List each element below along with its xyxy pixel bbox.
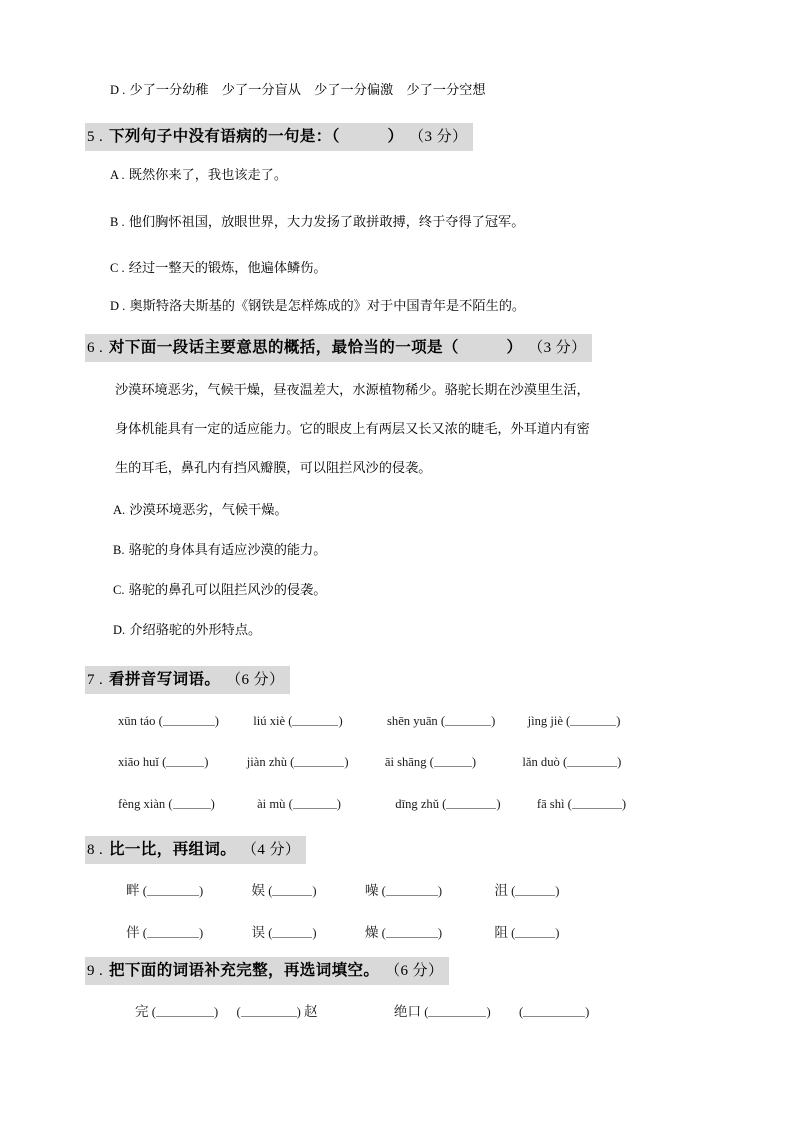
hanzi-char: 绝口	[393, 1004, 422, 1020]
q6-option-d	[113, 620, 261, 641]
zuci-item: 娱 ( )	[251, 883, 317, 899]
answer-blank[interactable]	[434, 755, 472, 767]
answer-blank[interactable]	[567, 755, 617, 767]
ciyu-item: 完 ( )	[135, 1004, 219, 1020]
question-title: 比一比，再组词。	[109, 840, 237, 858]
zuci-item: 畔 ( )	[126, 883, 204, 899]
answer-blank[interactable]	[163, 714, 215, 726]
q6-paragraph-line-2	[115, 420, 590, 440]
option-text: 沙漠环境恶劣，气候干燥。	[129, 503, 288, 518]
answer-blank[interactable]	[572, 797, 622, 809]
q9-row-1	[135, 1000, 589, 1020]
question-points: （6 分）	[226, 672, 285, 688]
q8-row-1	[126, 879, 560, 899]
q6-paragraph-line-3	[115, 459, 432, 479]
pinyin-item: liú xiè ( )	[253, 714, 343, 728]
ciyu-item: ( )	[518, 1005, 590, 1019]
answer-blank[interactable]	[173, 797, 211, 809]
q6-paragraph-line-1	[115, 381, 590, 401]
hanzi-char: 沮	[494, 883, 508, 899]
option-text: 骆驼的鼻孔可以阻拦风沙的侵袭。	[128, 583, 327, 598]
question-title: 把下面的词语补充完整，再选词填空。	[109, 961, 380, 979]
q6-option-b	[113, 540, 326, 561]
pinyin-text: xiāo huǐ	[118, 755, 159, 769]
zuci-item: 燥 ( )	[364, 925, 443, 941]
pinyin-text: fèng xiàn	[118, 797, 166, 811]
zuci-item: 阻 ( )	[494, 925, 560, 941]
paragraph-text: 沙漠环境恶劣，气候干燥，昼夜温差大，水源植物稀少。骆驼长期在沙漠里生活，	[115, 383, 590, 398]
ciyu-item: ( ) 赵	[236, 1004, 318, 1020]
answer-blank[interactable]	[386, 926, 438, 938]
question-title: 下列句子中没有语病的一句是：（ ）	[109, 127, 404, 145]
option-label: C.	[113, 583, 125, 597]
q5-option-d	[110, 296, 525, 317]
question-number: 6 .	[87, 340, 104, 356]
pinyin-text: jiàn zhù	[246, 755, 288, 769]
question-9-header	[85, 957, 449, 985]
pinyin-item: jiàn zhù ( )	[246, 755, 349, 769]
q5-option-a	[110, 165, 287, 186]
q5-option-b	[110, 212, 524, 233]
option-label: B.	[113, 543, 125, 557]
question-points: （4 分）	[242, 842, 301, 858]
zuci-item: 噪 ( )	[364, 883, 443, 899]
q5-option-c	[110, 258, 327, 279]
paragraph-text: 身体机能具有一定的适应能力。它的眼皮上有两层又长又浓的睫毛，外耳道内有密	[115, 422, 590, 437]
answer-blank[interactable]	[570, 714, 616, 726]
answer-blank[interactable]	[147, 884, 199, 896]
pinyin-text: dīng zhǔ	[395, 797, 440, 811]
option-text: 介绍骆驼的外形特点。	[129, 623, 262, 638]
answer-blank[interactable]	[515, 926, 555, 938]
question-5-header	[85, 123, 473, 151]
hanzi-char: 伴	[126, 925, 140, 941]
option-text: 奥斯特洛夫斯基的《钢铁是怎样炼成的》对于中国青年是不陌生的。	[129, 299, 526, 314]
question-points: （6 分）	[385, 963, 444, 979]
orphan-option-d	[110, 80, 486, 101]
question-number: 8 .	[87, 842, 104, 858]
answer-blank[interactable]	[523, 1005, 585, 1017]
question-title: 对下面一段话主要意思的概括，最恰当的一项是（ ）	[109, 338, 523, 356]
hanzi-char: 误	[251, 925, 266, 941]
option-label: B .	[110, 215, 125, 229]
hanzi-char: 阻	[494, 925, 508, 941]
pinyin-text: xūn táo	[118, 714, 156, 728]
q6-option-c	[113, 580, 326, 601]
option-label: D.	[113, 623, 126, 637]
ciyu-item: 绝口 ( )	[393, 1004, 491, 1020]
question-points: （3 分）	[528, 340, 587, 356]
answer-blank[interactable]	[428, 1005, 486, 1017]
pinyin-item: ài mù ( )	[257, 797, 341, 811]
answer-blank[interactable]	[292, 714, 338, 726]
pinyin-text: ài mù	[257, 797, 286, 811]
pinyin-item: fèng xiàn ( )	[118, 797, 215, 811]
zuci-item: 沮 ( )	[494, 883, 560, 899]
option-text: 既然你来了，我也该走了。	[128, 168, 288, 183]
pinyin-item: xiāo huǐ ( )	[118, 755, 209, 769]
answer-blank[interactable]	[166, 755, 204, 767]
pinyin-text: jìng jiè	[527, 714, 563, 728]
option-text: 他们胸怀祖国，放眼世界，大力发扬了敢拼敢搏，终于夺得了冠军。	[128, 215, 525, 230]
option-label: D .	[110, 83, 126, 97]
answer-blank[interactable]	[515, 884, 555, 896]
hanzi-char: 完	[135, 1004, 149, 1020]
question-title: 看拼音写词语。	[109, 670, 221, 688]
pinyin-text: shēn yuān	[387, 714, 438, 728]
option-text: 骆驼的身体具有适应沙漠的能力。	[128, 543, 327, 558]
hanzi-char: 燥	[364, 925, 379, 941]
question-points: （3 分）	[409, 129, 468, 145]
option-text: 经过一整天的锻炼，他遍体鳞伤。	[128, 261, 327, 276]
option-label: A .	[110, 168, 125, 182]
hanzi-char: 娱	[251, 883, 266, 899]
pinyin-text: lǎn duò	[522, 755, 560, 769]
question-8-header	[85, 836, 306, 864]
zuci-item: 伴 ( )	[126, 925, 204, 941]
answer-blank[interactable]	[446, 797, 496, 809]
question-number: 7 .	[87, 672, 104, 688]
answer-blank[interactable]	[156, 1005, 214, 1017]
pinyin-item: fā shì ( )	[536, 797, 627, 811]
pinyin-item: lǎn duò ( )	[522, 755, 622, 769]
answer-blank[interactable]	[147, 926, 199, 938]
q7-pinyin-row-2	[118, 755, 621, 770]
answer-blank[interactable]	[241, 1005, 297, 1017]
hanzi-char: 噪	[364, 883, 379, 899]
pinyin-text: āi shāng	[384, 755, 427, 769]
option-label: C .	[110, 261, 125, 275]
question-7-header	[85, 666, 290, 694]
pinyin-item: jìng jiè ( )	[527, 714, 621, 728]
pinyin-text: fā shì	[536, 797, 565, 811]
question-number: 9 .	[87, 963, 104, 979]
pinyin-text: liú xiè	[253, 714, 286, 728]
q6-option-a	[113, 500, 288, 521]
answer-blank[interactable]	[293, 797, 337, 809]
q7-pinyin-row-3	[118, 797, 626, 812]
pinyin-item: xūn táo ( )	[118, 714, 219, 728]
q7-pinyin-row-1	[118, 714, 620, 729]
option-label: A.	[113, 503, 126, 517]
option-label: D .	[110, 299, 126, 313]
answer-blank[interactable]	[294, 755, 344, 767]
answer-blank[interactable]	[386, 884, 438, 896]
option-text: 少了一分幼稚 少了一分盲从 少了一分偏激 少了一分空想	[129, 83, 486, 98]
pinyin-item: shēn yuān ( )	[387, 714, 496, 728]
hanzi-char: 赵	[304, 1004, 318, 1020]
answer-blank[interactable]	[445, 714, 491, 726]
question-number: 5 .	[87, 129, 104, 145]
pinyin-item: āi shāng ( )	[384, 755, 477, 769]
answer-blank[interactable]	[272, 884, 312, 896]
paragraph-text: 生的耳毛，鼻孔内有挡风瓣膜，可以阻拦风沙的侵袭。	[115, 461, 432, 476]
pinyin-item: dīng zhǔ ( )	[395, 797, 501, 811]
hanzi-char: 畔	[126, 883, 140, 899]
answer-blank[interactable]	[272, 926, 312, 938]
zuci-item: 误 ( )	[251, 925, 317, 941]
question-6-header	[85, 334, 592, 362]
q8-row-2	[126, 921, 560, 941]
